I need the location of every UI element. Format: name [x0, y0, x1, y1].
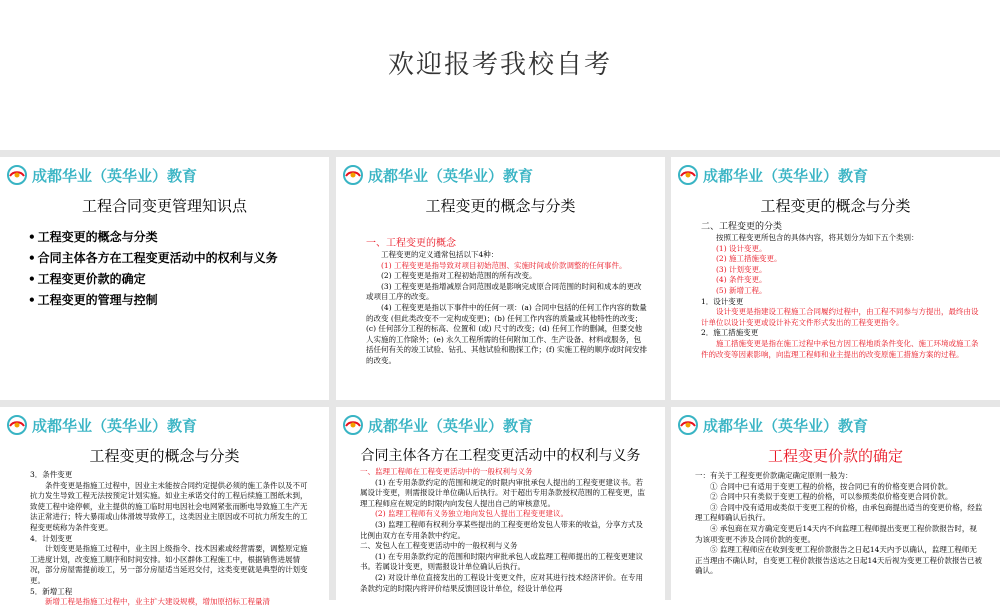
section-heading: 一、工程变更的概念: [366, 238, 456, 249]
card-title: 工程变更的概念与分类: [89, 447, 240, 465]
paragraph: ① 合同中已有适用于变更工程的价格，按合同已有的价格变更合同价款。: [710, 481, 953, 491]
brand-header: [677, 413, 868, 437]
paragraph: (2) 对设计单位直接发出的工程设计变更文件，应对其进行技术经济评价。在专用条款约定的时限内将评价结果反馈回设计单位，经设计单位再: [360, 572, 644, 593]
list-item: (3) 计划变更。: [716, 264, 767, 274]
paragraph: ② 合同中只有类似于变更工程的价格，可以参照类似价格变更合同价款。: [710, 492, 953, 502]
brand-header: [342, 163, 533, 187]
paragraph: (1) 在专用条款约定的范围和规定的时限内审批承包人提出的工程变更建议书。若属设计变更，则需报设计单位确认后执行。对于超出专用条款授权范围的工程变更，监理工程师应在规定的时限内向发包人提出自己的审核意见。: [360, 477, 645, 508]
card-body: [701, 221, 982, 360]
paragraph: (2) 监理工程师有义务独立地向发包人提出工程变更建议。: [375, 509, 569, 519]
bullet-item: • 工程变更价款的确定: [28, 269, 317, 290]
bullet-item: • 工程变更的管理与控制: [28, 290, 317, 311]
card-title: 工程合同变更管理知识点: [81, 197, 247, 215]
slide-thumbnail-grid: [0, 150, 1000, 607]
section-heading: 一：有关于工程变更价款确定确定原则一般为：: [695, 471, 853, 480]
paragraph: 新增工程是指施工过程中，业主扩大建设规模，增加原招标工程量清: [45, 597, 270, 607]
subsection-heading: 3．条件变更: [30, 470, 73, 479]
paragraph: ④ 承包商在双方确定变更后14天内不向监理工程师提出变更工程价款报告时，视为该项变更不涉及合同价款的变更。: [695, 523, 977, 544]
paragraph: 计划变更是指施工过程中，业主因上级指令、技术因素或经营需要，调整原定施工进度计划，改变施工顺序和时间安排。如小区群体工程施工中，根据销售进展情况，部分房屋需提前竣工，另一部分房屋适当延迟交付，这类变更就是典型的计划变更。: [30, 544, 308, 585]
paragraph: 按照工程变更所包含的具体内容，将其划分为如下五个类别：: [716, 233, 919, 242]
brand-header: [342, 413, 533, 437]
paragraph: (3) 监理工程师有权利分享某些提出的工程变更给发包人带来的收益，分享方式及比例由双方在专用条款中约定。: [360, 519, 644, 540]
bullet-item: • 合同主体各方在工程变更活动中的权利与义务: [28, 248, 317, 269]
slide-card-1[interactable]: [0, 157, 329, 400]
list-item: (5) 新增工程。: [716, 285, 767, 295]
brand-logo-icon: [677, 414, 699, 436]
section-heading: 二、工程变更的分类: [701, 222, 783, 232]
brand-logo-icon: [677, 164, 699, 186]
paragraph: 施工措施变更是指在施工过程中承包方因工程地质条件变化、施工环境或施工条件的改变等因素影响，向监理工程师和业主提出的改变原施工措施方案的过程。: [701, 338, 979, 359]
slide-card-6[interactable]: [671, 407, 1000, 600]
slide-card-4[interactable]: [0, 407, 329, 607]
brand-name: 成都华业（英华业）教育: [32, 416, 198, 435]
card-title: 工程变更的概念与分类: [760, 197, 911, 215]
brand-logo-icon: [6, 164, 28, 186]
paragraph: ③ 合同中没有适用或类似于变更工程的价格，由承包商提出适当的变更价格，经监理工程师确认后执行。: [695, 502, 983, 523]
subsection-heading: 1．设计变更: [701, 296, 744, 306]
paragraph: (2) 工程变更是指对工程初始范围的所有改变。: [381, 271, 537, 281]
section-heading: 一、监理工程师在工程变更活动中的一般权利与义务: [360, 467, 533, 476]
card-body: [360, 467, 649, 594]
paragraph: (1) 工程变更是指导致对项目初始范围、实施时间或价款调整的任何事件。: [381, 260, 627, 270]
brand-logo-icon: [6, 414, 28, 436]
brand-name: 成都华业（英华业）教育: [703, 166, 869, 185]
paragraph: (1) 在专用条款约定的范围和时限内审批承包人或监理工程师提出的工程变更建议书。若属设计变更，则需报设计单位确认后执行。: [360, 551, 644, 572]
list-item: (1) 设计变更。: [716, 243, 767, 253]
list-item: (4) 条件变更。: [716, 275, 767, 285]
subsection-heading: 2．施工措施变更: [701, 328, 759, 338]
brand-name: 成都华业（英华业）教育: [368, 166, 534, 185]
brand-header: [677, 163, 868, 187]
card-title: 工程变更价款的确定: [767, 447, 903, 465]
brand-logo-icon: [342, 414, 364, 436]
brand-logo-icon: [342, 164, 364, 186]
paragraph: (3) 工程变更是指增减原合同范围或是影响完成原合同范围的时间和成本的更改或项目工序的改变。: [366, 281, 642, 302]
paragraph: (4) 工程变更是指以下事件中的任何一项：(a) 合同中包括的任何工作内容的数量的改变 (但此类改变不一定构成变更)；(b) 任何工作内容的质量或其他特性的改变；(c) 任何部分工程的标高、位置和 (或) 尺寸的改变；(d) 任何工作的删减，但要交他人实施的工作除外；(e) 永久工程所需的任何附加工作、生产设备、材料或服务，包括任何有关的竣工试验、钻孔、其他试验和勘探工作；(f) 实施工程的顺序或时间安排的改变。: [366, 302, 648, 365]
section-heading: 二、发包人在工程变更活动中的一般权利与义务: [360, 541, 518, 551]
paragraph: 工程变更的定义通常包括以下4种：: [381, 250, 499, 259]
brand-header: [6, 163, 197, 187]
subsection-heading: 4．计划变更: [30, 533, 73, 543]
card-body: [366, 237, 647, 367]
paragraph: 条件变更是指施工过程中，因业主未能按合同约定提供必须的施工条件以及不可抗力发生导致工程无法按预定计划实施。如业主承诺交付的工程后续施工图纸未到，致使工程中途停顿，业主提供的施工临时用电因社会电网紧张而断电导致施工生产无法正常进行；特大暴雨或山体滑坡导致停工，这类因业主原因或不可抗力所发生的工程变更统称为条件变更。: [30, 480, 308, 532]
brand-name: 成都华业（英华业）教育: [703, 416, 869, 435]
bullet-list: [28, 227, 317, 311]
card-title: 工程变更的概念与分类: [425, 197, 576, 215]
brand-name: 成都华业（英华业）教育: [368, 416, 534, 435]
slide-header: [0, 0, 1000, 150]
bullet-item: • 工程变更的概念与分类: [28, 227, 317, 248]
card-title: 合同主体各方在工程变更活动中的权利与义务: [360, 448, 641, 464]
paragraph: 设计变更是指建设工程施工合同履约过程中，由工程不同参与方提出，最终由设计单位以设计变更或设计补充文件形式发出的工程变更指令。: [701, 307, 979, 327]
subsection-heading: 5．新增工程: [30, 586, 73, 596]
list-item: (2) 施工措施变更。: [716, 254, 782, 264]
brand-name: 成都华业（英华业）教育: [32, 166, 198, 185]
paragraph: ⑤ 监理工程师应在收到变更工程价款报告之日起14天内予以确认，监理工程师无正当理由不确认时，自变更工程价款报告送达之日起14天后视为变更工程价款报告已被确认。: [695, 545, 983, 576]
brand-header: [6, 413, 197, 437]
slide-card-5[interactable]: [336, 407, 665, 600]
slide-title: 欢迎报考我校自考: [387, 50, 612, 80]
card-body: [695, 471, 984, 577]
slide-card-3[interactable]: [671, 157, 1000, 400]
slide-card-2[interactable]: [336, 157, 665, 400]
card-body: [30, 470, 311, 608]
